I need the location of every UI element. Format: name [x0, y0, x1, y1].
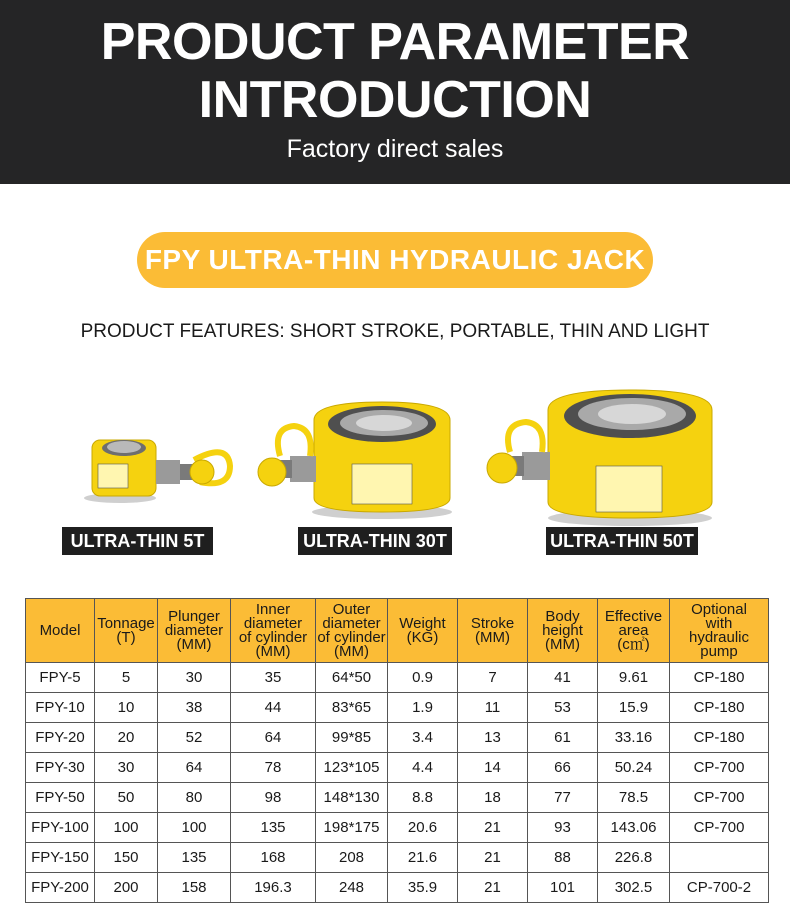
column-header-line: (T)	[116, 628, 136, 646]
table-cell: 64	[158, 753, 231, 783]
table-cell: 158	[158, 873, 231, 903]
column-header	[528, 599, 598, 663]
column-header-line: diameter	[322, 614, 381, 632]
column-header-line: Weight	[399, 614, 446, 632]
table-cell: 7	[458, 663, 528, 693]
table-cell: CP-180	[670, 723, 769, 753]
table-cell: 198*175	[316, 813, 388, 843]
table-row	[26, 753, 769, 783]
table-cell: 123*105	[316, 753, 388, 783]
table-cell: FPY-30	[26, 753, 95, 783]
column-header-line: area	[618, 621, 649, 639]
table-cell: 226.8	[598, 843, 670, 873]
table-cell: FPY-100	[26, 813, 95, 843]
table-cell	[670, 843, 769, 873]
column-header-line: (MM)	[475, 628, 510, 646]
column-header-line: diameter	[164, 621, 224, 639]
table-cell: 61	[528, 723, 598, 753]
table-cell: 78	[231, 753, 316, 783]
table-cell: 135	[231, 813, 316, 843]
table-cell: 18	[458, 783, 528, 813]
table-cell: 100	[95, 813, 158, 843]
table-cell: 53	[528, 693, 598, 723]
table-cell: 208	[316, 843, 388, 873]
jack-30t-image	[254, 398, 454, 520]
table-cell: 98	[231, 783, 316, 813]
table-row	[26, 723, 769, 753]
table-cell: 83*65	[316, 693, 388, 723]
table-cell: CP-180	[670, 693, 769, 723]
column-header-line: pump	[700, 642, 738, 660]
table-row	[26, 783, 769, 813]
table-cell: 93	[528, 813, 598, 843]
table-cell: 21	[458, 813, 528, 843]
column-header-line: Outer	[332, 600, 371, 618]
table-cell: 3.4	[388, 723, 458, 753]
table-cell: 64*50	[316, 663, 388, 693]
table-cell: 21	[458, 843, 528, 873]
column-header	[95, 599, 158, 663]
header-title-line1: PRODUCT PARAMETER	[100, 13, 690, 71]
table-cell: 5	[95, 663, 158, 693]
table-cell: 33.16	[598, 723, 670, 753]
table-cell: CP-180	[670, 663, 769, 693]
column-header-line: (MM)	[334, 642, 369, 660]
table-cell: FPY-10	[26, 693, 95, 723]
column-header-line: Optional	[691, 600, 747, 618]
column-header	[316, 599, 388, 663]
column-header-line: Inner	[255, 600, 291, 618]
column-header-line: with	[705, 614, 733, 632]
table-cell: 21	[458, 873, 528, 903]
table-cell: 64	[231, 723, 316, 753]
table-cell: CP-700	[670, 813, 769, 843]
column-header	[158, 599, 231, 663]
column-header-line: diameter	[243, 614, 303, 632]
table-row	[26, 873, 769, 903]
column-header-line: Plunger	[168, 607, 220, 625]
table-row	[26, 693, 769, 723]
table-cell: 78.5	[598, 783, 670, 813]
column-header	[598, 599, 670, 663]
table-cell: 20.6	[388, 813, 458, 843]
table-cell: 8.8	[388, 783, 458, 813]
spec-table	[25, 598, 769, 903]
column-header	[670, 599, 769, 663]
column-header-line: height	[542, 621, 583, 639]
table-cell: 150	[95, 843, 158, 873]
table-cell: 30	[158, 663, 231, 693]
label-30t: ULTRA-THIN 30T	[298, 527, 452, 555]
table-cell: 100	[158, 813, 231, 843]
header-banner	[0, 0, 790, 184]
table-cell: 15.9	[598, 693, 670, 723]
column-header	[26, 599, 95, 663]
table-cell: CP-700	[670, 753, 769, 783]
column-header-line: (KG)	[406, 628, 439, 646]
table-cell: 52	[158, 723, 231, 753]
product-title-pill: FPY ULTRA-THIN HYDRAULIC JACK	[137, 232, 653, 288]
column-header-line: hydraulic	[688, 628, 750, 646]
column-header-line: (MM)	[545, 635, 580, 653]
table-cell: 196.3	[231, 873, 316, 903]
table-cell: 99*85	[316, 723, 388, 753]
column-header-line: Effective	[604, 607, 663, 625]
table-cell: 66	[528, 753, 598, 783]
column-header-line: (c㎡)	[617, 635, 650, 653]
table-row	[26, 663, 769, 693]
column-header-line: Body	[545, 607, 580, 625]
column-header-line: Stroke	[470, 614, 515, 632]
product-5t	[80, 418, 240, 508]
table-cell: FPY-5	[26, 663, 95, 693]
table-cell: 101	[528, 873, 598, 903]
table-cell: 200	[95, 873, 158, 903]
label-5t: ULTRA-THIN 5T	[62, 527, 213, 555]
table-cell: 88	[528, 843, 598, 873]
header-subtitle: Factory direct sales	[286, 135, 504, 163]
table-cell: 21.6	[388, 843, 458, 873]
product-50t	[482, 386, 718, 526]
table-cell: 30	[95, 753, 158, 783]
table-cell: CP-700	[670, 783, 769, 813]
table-cell: 10	[95, 693, 158, 723]
table-cell: 20	[95, 723, 158, 753]
table-cell: 14	[458, 753, 528, 783]
table-cell: 148*130	[316, 783, 388, 813]
table-row	[26, 813, 769, 843]
table-cell: 168	[231, 843, 316, 873]
column-header-line: of cylinder	[238, 628, 308, 646]
table-cell: 77	[528, 783, 598, 813]
table-cell: 35	[231, 663, 316, 693]
jack-50t-image	[482, 386, 718, 526]
column-header-line: Model	[39, 621, 81, 639]
table-cell: 50.24	[598, 753, 670, 783]
header-title-line2: INTRODUCTION	[198, 71, 592, 129]
spec-header-row	[26, 599, 769, 663]
column-header-line: (MM)	[176, 635, 212, 653]
product-30t	[254, 398, 454, 520]
table-cell: 13	[458, 723, 528, 753]
table-cell: 9.61	[598, 663, 670, 693]
table-cell: 41	[528, 663, 598, 693]
table-cell: 44	[231, 693, 316, 723]
table-cell: 11	[458, 693, 528, 723]
table-cell: 0.9	[388, 663, 458, 693]
table-cell: 50	[95, 783, 158, 813]
table-row	[26, 843, 769, 873]
table-cell: 248	[316, 873, 388, 903]
label-50t: ULTRA-THIN 50T	[546, 527, 698, 555]
table-cell: 38	[158, 693, 231, 723]
spec-body	[26, 663, 769, 903]
column-header	[388, 599, 458, 663]
table-cell: FPY-150	[26, 843, 95, 873]
table-cell: 302.5	[598, 873, 670, 903]
jack-5t-image	[80, 418, 240, 508]
table-cell: 1.9	[388, 693, 458, 723]
column-header-line: of cylinder	[317, 628, 386, 646]
column-header	[458, 599, 528, 663]
column-header-line: Tonnage	[97, 614, 155, 632]
table-cell: 135	[158, 843, 231, 873]
table-cell: FPY-50	[26, 783, 95, 813]
table-cell: FPY-20	[26, 723, 95, 753]
column-header-line: (MM)	[255, 642, 291, 660]
column-header	[231, 599, 316, 663]
table-cell: 80	[158, 783, 231, 813]
product-features-text: PRODUCT FEATURES: SHORT STROKE, PORTABLE, THIN AND LIGHT	[80, 321, 710, 342]
table-cell: 143.06	[598, 813, 670, 843]
table-cell: FPY-200	[26, 873, 95, 903]
table-cell: 35.9	[388, 873, 458, 903]
table-cell: CP-700-2	[670, 873, 769, 903]
table-cell: 4.4	[388, 753, 458, 783]
